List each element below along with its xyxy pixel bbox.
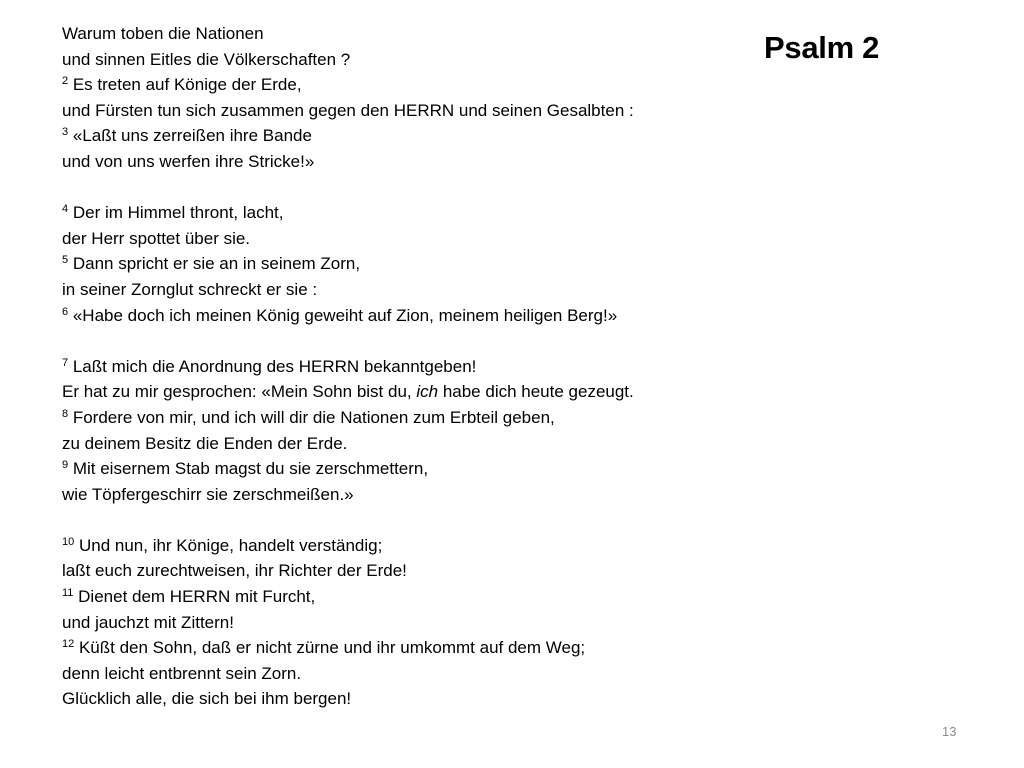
verse-number: 12 [62,638,75,651]
text-line [62,584,962,610]
text-line [62,277,962,303]
stanza-break [62,507,962,533]
text-line [62,635,962,661]
verse-number: 7 [62,356,69,369]
text-line [62,405,962,431]
text-line [62,379,962,405]
verse-number: 11 [62,587,74,600]
text-line [62,482,962,508]
line-text: Dann spricht er sie an in seinem Zorn, [68,254,361,274]
line-text: «Laßt uns zerreißen ihre Bande [68,126,312,146]
line-text: wie Töpfergeschirr sie zerschmeißen.» [62,484,354,504]
line-text: Der im Himmel thront, lacht, [68,203,284,223]
line-text: und von uns werfen ihre Stricke!» [62,151,315,171]
text-line [62,610,962,636]
line-text: Dienet dem HERRN mit Furcht, [73,587,316,607]
text-line [62,456,962,482]
verse-number: 2 [62,75,69,88]
verse-number: 3 [62,126,69,139]
line-text: Küßt den Sohn, daß er nicht zürne und ihr umkommt auf dem Weg; [74,638,586,658]
slide-title: Psalm 2 [764,30,880,65]
text-line [62,98,962,124]
text-line [62,200,962,226]
text-line [62,226,962,252]
line-text: Er hat zu mir gesprochen: «Mein Sohn bist du, [62,382,417,402]
stanza-break [62,328,962,354]
line-text: zu deinem Besitz die Enden der Erde. [62,433,348,453]
text-line [62,47,962,73]
line-text: «Habe doch ich meinen König geweiht auf Zion, meinem heiligen Berg!» [68,305,618,325]
line-text: habe dich heute gezeugt. [438,382,634,402]
verse-number: 10 [62,535,75,548]
text-line [62,661,962,687]
text-line [62,21,962,47]
text-line [62,123,962,149]
psalm-text-body [62,21,962,712]
verse-number: 8 [62,407,69,420]
text-line [62,72,962,98]
text-line [62,686,962,712]
text-line [62,149,962,175]
stanza-break [62,175,962,201]
line-text: laßt euch zurechtweisen, ihr Richter der Erde! [62,561,407,581]
line-text: Es treten auf Könige der Erde, [68,75,302,95]
line-text: in seiner Zornglut schreckt er sie : [62,279,318,299]
line-text: Glücklich alle, die sich bei ihm bergen! [62,689,352,709]
text-line [62,558,962,584]
line-text: Fordere von mir, und ich will dir die Nationen zum Erbteil geben, [68,407,555,427]
verse-number: 6 [62,305,69,318]
verse-number: 9 [62,459,69,472]
line-text: Laßt mich die Anordnung des HERRN bekanntgeben! [68,356,477,376]
slide-number: 13 [942,724,957,739]
text-line [62,431,962,457]
line-text: der Herr spottet über sie. [62,228,251,248]
text-line [62,251,962,277]
line-text: denn leicht entbrennt sein Zorn. [62,663,302,683]
line-text: Und nun, ihr Könige, handelt verständig; [74,535,383,555]
line-text: Warum toben die Nationen [62,24,264,43]
verse-number: 4 [62,203,69,216]
text-line [62,533,962,559]
line-text: Mit eisernem Stab magst du sie zerschmettern, [68,459,429,479]
italic-emphasis: ich [416,382,439,402]
line-text: und Fürsten tun sich zusammen gegen den HERRN und seinen Gesalbten : [62,100,634,120]
text-line [62,354,962,380]
text-line [62,303,962,329]
verse-number: 5 [62,254,69,267]
line-text: und jauchzt mit Zittern! [62,612,234,632]
line-text: und sinnen Eitles die Völkerschaften ? [62,49,351,69]
